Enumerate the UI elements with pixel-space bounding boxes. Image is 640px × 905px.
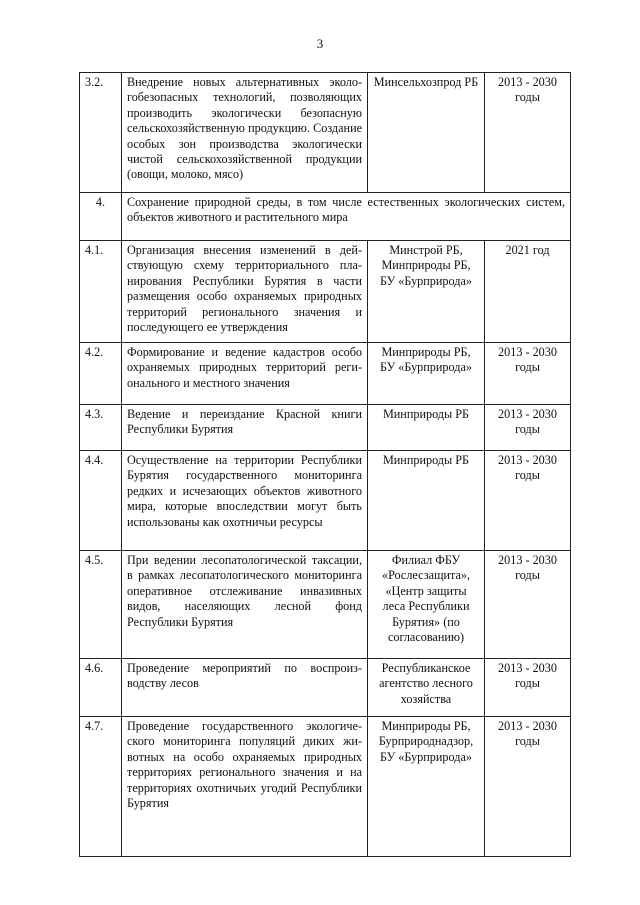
term: 2013 - 2030 годы xyxy=(485,659,571,717)
row-number: 4.4. xyxy=(80,451,122,551)
executor: Минстрой РБ, Минприроды РБ, БУ «Бурприрода» xyxy=(368,241,485,343)
executor: Минсельхозпрод РБ xyxy=(368,73,485,193)
term: 2013 - 2030 годы xyxy=(485,73,571,193)
row-number: 3.2. xyxy=(80,73,122,193)
measure-description: Проведение государственного экологического мониторинга популяций диких животных на особо охраняемых природных территориях регионального значения и на территориях охотничьих угодий Республики Бурятия xyxy=(122,717,368,857)
measure-description: Формирование и ведение кадастров особо охраняемых природных территорий регионального и местного значения xyxy=(122,343,368,405)
page-number: 3 xyxy=(316,36,324,51)
term: 2021 год xyxy=(485,241,571,343)
measure-description: Проведение мероприятий по воспроизводству лесов xyxy=(122,659,368,717)
executor: Минприроды РБ xyxy=(368,451,485,551)
table-row xyxy=(80,451,571,551)
measures-table xyxy=(79,72,571,857)
measure-description: Осуществление на территории Республики Бурятия государственного мониторинга редких и исчезающих объектов животного мира, которые впоследствии могут быть использованы как охотничьи ресурсы xyxy=(122,451,368,551)
executor: Минприроды РБ, БУ «Бурприрода» xyxy=(368,343,485,405)
measure-description: Внедрение новых альтернативных экологобезопасных технологий, позволяющих производить экологически безопасную сельскохозяйственную продукцию. Создание особых зон производства экологически чистой сельскохозяйственной продукции (овощи, молоко, мясо) xyxy=(122,73,368,193)
row-number: 4.1. xyxy=(80,241,122,343)
table-row xyxy=(80,343,571,405)
section-title: Сохранение природной среды, в том числе естественных экологических систем, объектов животного и растительного мира xyxy=(122,193,571,241)
term: 2013 - 2030 годы xyxy=(485,451,571,551)
term: 2013 - 2030 годы xyxy=(485,343,571,405)
executor: Республиканское агентство лесного хозяйства xyxy=(368,659,485,717)
term: 2013 - 2030 годы xyxy=(485,717,571,857)
table-row xyxy=(80,405,571,451)
row-number: 4.5. xyxy=(80,551,122,659)
measure-description: Организация внесения изменений в действующую схему территориального планирования Республики Бурятия в части размещения особо охраняемых природных территорий регионального значения и последующего ее утверждения xyxy=(122,241,368,343)
row-number: 4.6. xyxy=(80,659,122,717)
term: 2013 - 2030 годы xyxy=(485,405,571,451)
table-row xyxy=(80,717,571,857)
table-row xyxy=(80,73,571,193)
measure-description: При ведении лесопатологической таксации, в рамках лесопатологического мониторинга оперативное отслеживание инвазивных видов, населяющих лесной фонд Республики Бурятия xyxy=(122,551,368,659)
row-number: 4.7. xyxy=(80,717,122,857)
row-number: 4.2. xyxy=(80,343,122,405)
executor: Минприроды РБ, Бурприроднадзор, БУ «Бурприрода» xyxy=(368,717,485,857)
table-row xyxy=(80,551,571,659)
table-row xyxy=(80,659,571,717)
table-row xyxy=(80,241,571,343)
term: 2013 - 2030 годы xyxy=(485,551,571,659)
executor: Филиал ФБУ «Рослесзащита», «Центр защиты леса Республики Бурятия» (по согласованию) xyxy=(368,551,485,659)
section-row xyxy=(80,193,571,241)
row-number: 4.3. xyxy=(80,405,122,451)
executor: Минприроды РБ xyxy=(368,405,485,451)
row-number: 4. xyxy=(80,193,122,241)
measure-description: Ведение и переиздание Красной книги Республики Бурятия xyxy=(122,405,368,451)
